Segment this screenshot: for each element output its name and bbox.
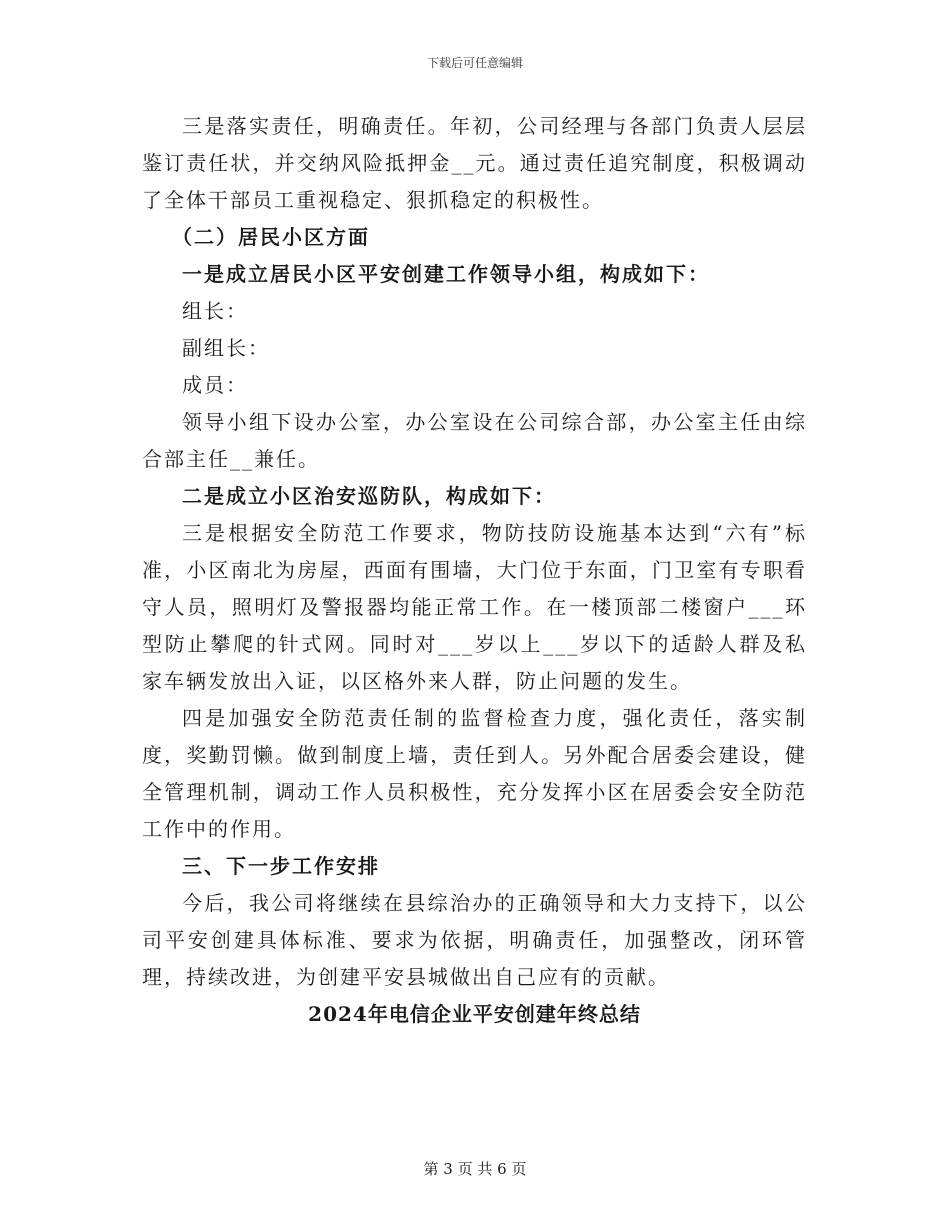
paragraph-supervision: 四是加强安全防范责任制的监督检查力度，强化责任，落实制度，奖勤罚懒。做到制度上墙，责任到人。另外配合居委会建设，健全管理机制，调动工作人员积极性，充分发挥小区在居委会安全防范工作中的作用。: [142, 706, 807, 841]
heading-leadership-group: 一是成立居民小区平安创建工作领导小组，构成如下：: [182, 262, 710, 286]
document-title: 2024年电信企业平安创建年终总结: [308, 1002, 641, 1026]
line-members: 成员：: [182, 373, 248, 397]
document-body: [142, 108, 807, 1033]
section-heading-next-steps: 三、下一步工作安排: [182, 854, 380, 878]
section-heading-residential: （二）居民小区方面: [172, 225, 370, 249]
paragraph-office: 领导小组下设办公室，办公室设在公司综合部，办公室主任由综合部主任__兼任。: [142, 410, 807, 471]
line-vice-leader: 副组长：: [182, 336, 270, 360]
header-note: 下载后可任意编辑: [426, 56, 523, 70]
page-number: 第 3 页 共 6 页: [423, 1160, 527, 1178]
paragraph-security-standard: 三是根据安全防范工作要求，物防技防设施基本达到“六有”标准，小区南北为房屋，西面有围墙，大门位于东面，门卫室有专职看守人员，照明灯及警报器均能正常工作。在一楼顶部二楼窗户___环型防止攀爬的针式网。同时对___岁以上___岁以下的适龄人群及私家车辆发放出入证，以区格外来人群，防止问题的发生。: [142, 521, 807, 693]
paragraph-future: 今后，我公司将继续在县综治办的正确领导和大力支持下，以公司平安创建具体标准、要求为依据，明确责任，加强整改，闭环管理，持续改进，为创建平安县城做出自己应有的贡献。: [142, 891, 807, 989]
paragraph-responsibility: 三是落实责任，明确责任。年初，公司经理与各部门负责人层层鉴订责任状，并交纳风险抵押金__元。通过责任追究制度，积极调动了全体干部员工重视稳定、狠抓稳定的积极性。: [142, 114, 807, 212]
line-group-leader: 组长：: [182, 299, 248, 323]
heading-patrol-team: 二是成立小区治安巡防队，构成如下：: [182, 484, 556, 508]
